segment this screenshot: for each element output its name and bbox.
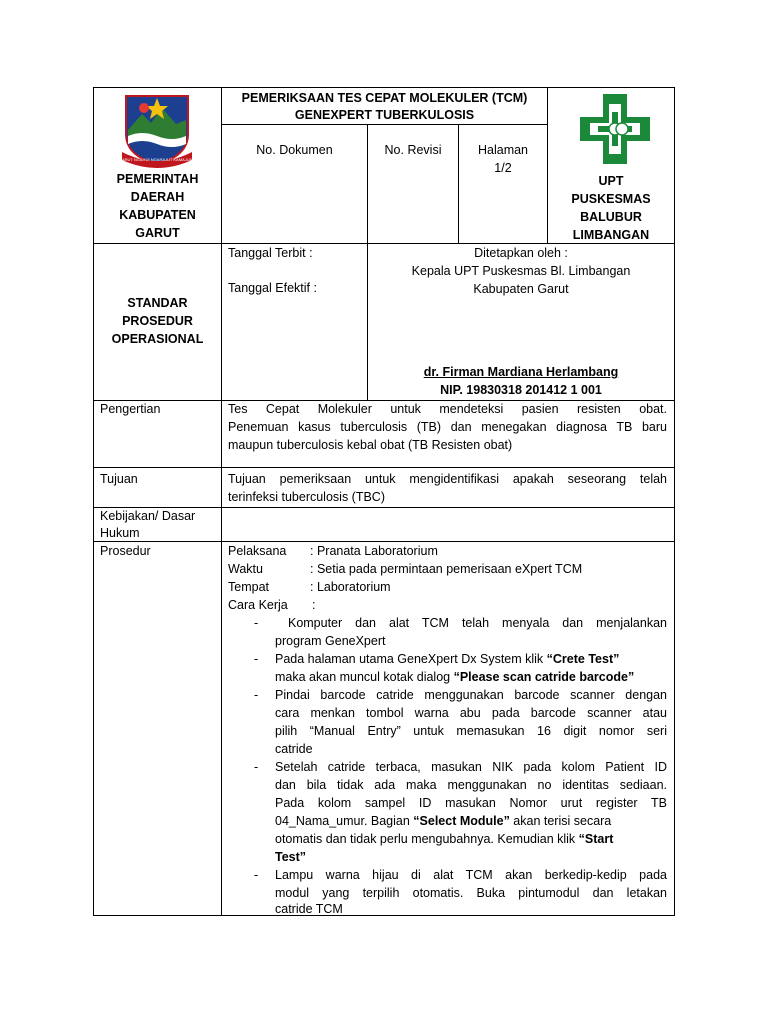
step-5-line-1: Lampu warna hijau di alat TCM akan berkedip-kedip pada bbox=[275, 868, 667, 882]
step-4-line-5 bbox=[275, 830, 667, 848]
pengertian-line-3: maupun tuberculosis kebal obat (TB Resisten obat) bbox=[228, 438, 513, 452]
step-1-bullet: - bbox=[254, 616, 259, 630]
step-2-please-scan: “Please scan catride barcode” bbox=[453, 670, 635, 684]
org-line-3: KABUPATEN bbox=[119, 208, 196, 222]
pelaksana-label: Pelaksana bbox=[228, 544, 287, 558]
step-4-line-6: Test” bbox=[275, 850, 307, 864]
crest-motto: GARUT NGAHIJI NGARAJUT KAMAJUAN bbox=[118, 157, 196, 162]
waktu-value: : Setia pada permintaan pemerisaan eXpert TCM bbox=[310, 562, 583, 576]
tempat-label: Tempat bbox=[228, 580, 269, 594]
step-4-line-1: Setelah catride terbaca, masukan NIK pada kolom Patient ID bbox=[275, 760, 667, 774]
step-4-text-d: otomatis dan tidak perlu mengubahnya. Kemudian klik bbox=[275, 832, 579, 846]
puskesmas-line-4: LIMBANGAN bbox=[572, 228, 650, 242]
step-4-text-c: akan terisi secara bbox=[509, 814, 612, 828]
step-1-line-1: Komputer dan alat TCM telah menyala dan menjalankan bbox=[275, 616, 667, 630]
step-2-crete-test: “Crete Test” bbox=[546, 652, 620, 666]
step-3-line-2: cara menkan tombol warna abu pada barcode scanner atau bbox=[275, 706, 667, 720]
tujuan-line-1: Tujuan pemeriksaan untuk mengidentifikasi apakah seseorang telah bbox=[228, 472, 667, 486]
pengertian-line-1: Tes Cepat Molekuler untuk mendeteksi pasien resisten obat. bbox=[228, 402, 667, 416]
puskesmas-logo bbox=[578, 92, 652, 166]
puskesmas-line-3: BALUBUR bbox=[580, 210, 642, 224]
org-line-4: GARUT bbox=[135, 226, 180, 240]
step-3-line-3: pilih “Manual Entry” untuk memasukan 16 digit nomor seri bbox=[275, 724, 667, 738]
step-4-start: “Start bbox=[578, 832, 614, 846]
no-dokumen-label: No. Dokumen bbox=[256, 143, 333, 157]
table-border-right bbox=[674, 87, 675, 916]
no-revisi-label: No. Revisi bbox=[384, 143, 442, 157]
row-divider-pengertian bbox=[93, 467, 675, 468]
step-1-line-2: program GeneXpert bbox=[275, 634, 386, 648]
step-2-text-a: Pada halaman utama GeneXpert Dx System klik bbox=[275, 652, 547, 666]
tujuan-line-2: terinfeksi tuberculosis (TBC) bbox=[228, 490, 385, 504]
step-2-line-2 bbox=[275, 668, 667, 686]
step-3-line-1: Pindai barcode catride menggunakan barcode scanner dengan bbox=[275, 688, 667, 702]
puskesmas-line-2: PUSKESMAS bbox=[571, 192, 651, 206]
tanggal-terbit: Tanggal Terbit : bbox=[228, 246, 313, 260]
kebijakan-label-1: Kebijakan/ Dasar bbox=[100, 509, 196, 523]
halaman-value: 1/2 bbox=[494, 161, 512, 175]
puskesmas-line-1: UPT bbox=[598, 174, 624, 188]
cara-kerja-colon: : bbox=[312, 598, 316, 612]
step-4-select-module: “Select Module” bbox=[413, 814, 510, 828]
pejabat-nama bbox=[368, 363, 674, 381]
step-4-text-a: 04_Nama_umur. Bagian bbox=[275, 814, 414, 828]
step-3-bullet: - bbox=[254, 688, 259, 702]
sop-label-3: OPERASIONAL bbox=[111, 332, 204, 346]
step-3-line-4: catride bbox=[275, 742, 313, 756]
pejabat-nama-text: dr. Firman Mardiana Herlambang bbox=[423, 365, 619, 379]
org-line-1: PEMERINTAH bbox=[116, 172, 199, 186]
pengertian-label: Pengertian bbox=[100, 402, 161, 416]
halaman-label: Halaman bbox=[477, 143, 529, 157]
org-line-2: DAERAH bbox=[130, 190, 185, 204]
document-title-line-2: GENEXPERT TUBERKULOSIS bbox=[294, 108, 475, 122]
pelaksana-value: : Pranata Laboratorium bbox=[310, 544, 438, 558]
table-border-bottom bbox=[93, 915, 675, 916]
tujuan-label: Tujuan bbox=[100, 472, 138, 486]
step-5-line-3: catride TCM bbox=[275, 902, 343, 916]
step-2-bullet: - bbox=[254, 652, 259, 666]
cara-kerja-label: Cara Kerja bbox=[228, 598, 288, 612]
ditetapkan-oleh: Ditetapkan oleh : bbox=[474, 246, 568, 260]
prosedur-label: Prosedur bbox=[100, 544, 151, 558]
tanggal-efektif: Tanggal Efektif : bbox=[228, 281, 317, 295]
document-title-line-1: PEMERIKSAAN TES CEPAT MOLEKULER (TCM) bbox=[241, 91, 528, 105]
step-5-bullet: - bbox=[254, 868, 259, 882]
pejabat-nip: NIP. 19830318 201412 1 001 bbox=[440, 383, 602, 397]
garut-crest-logo bbox=[118, 90, 196, 168]
step-4-line-2: dan bila tidak ada maka menggunakan no identitas sediaan. bbox=[275, 778, 667, 792]
step-4-line-4 bbox=[275, 812, 667, 830]
step-4-line-3: Pada kolom sampel ID masukan Nomor urut register TB bbox=[275, 796, 667, 810]
kebijakan-label-2: Hukum bbox=[100, 526, 140, 540]
jabatan-line-2: Kabupaten Garut bbox=[473, 282, 569, 296]
step-4-bullet: - bbox=[254, 760, 259, 774]
sop-label-1: STANDAR bbox=[127, 296, 188, 310]
tempat-value: : Laboratorium bbox=[310, 580, 391, 594]
waktu-label: Waktu bbox=[228, 562, 263, 576]
table-border-top bbox=[93, 87, 675, 88]
jabatan-line-1: Kepala UPT Puskesmas Bl. Limbangan bbox=[411, 264, 631, 278]
title-divider bbox=[221, 124, 547, 125]
sop-label-2: PROSEDUR bbox=[122, 314, 193, 328]
step-5-line-2: modul yang terpilih otomatis. Buka pintumodul dan letakan bbox=[275, 886, 667, 900]
step-2-line-1 bbox=[275, 650, 667, 668]
step-2-text-c: maka akan muncul kotak dialog bbox=[275, 670, 454, 684]
pengertian-line-2: Penemuan kasus tuberculosis (TB) dan menegakan diagnosa TB baru bbox=[228, 420, 667, 434]
column-divider bbox=[221, 87, 222, 916]
